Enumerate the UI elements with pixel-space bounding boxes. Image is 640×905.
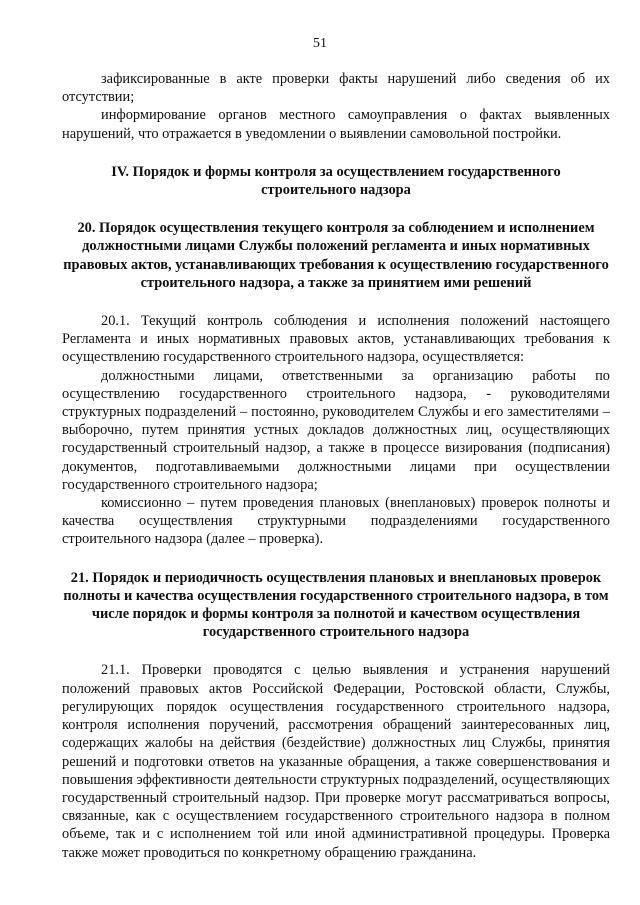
page-number: 51 [313,36,327,51]
paragraph: комиссионно – путем проведения плановых (внеплановых) проверок полноты и качества осуществления структурными подразделениями государственного строительного надзора (далее – проверка). [62,495,610,548]
page-content [62,70,610,862]
paragraph: 20.1. Текущий контроль соблюдения и исполнения положений настоящего Регламента и иных нормативных правовых актов, устанавливающих требования к осуществлению государственного строительного надзора, осуществляется: [62,313,610,366]
paragraph: зафиксированные в акте проверки факты нарушений либо сведения об их отсутствии; [62,71,610,106]
paragraph: 21.1. Проверки проводятся с целью выявления и устранения нарушений положений правовых актов Российской Федерации, Ростовской области, Службы, регулирующих порядок осуществления государственного строительного надзора, контроля исполнения поручений, рассмотрения обращений заинтересованных лиц, содержащих жалобы на действия (бездействие) должностных лиц Службы, принятия решений и подготовки ответов на указанные обращения, а также совершенствования и повышения эффективности деятельности структурных подразделений, осуществляющих государственный строительный надзор. При проверке могут рассматриваться вопросы, связанные, как с осуществлением государственного строительного надзора в полном объеме, так и с исполнением той или иной административной процедуры. Проверка также может проводиться по конкретному обращению гражданина. [62,662,610,861]
paragraph: должностными лицами, ответственными за организацию работы по осуществлению государственного строительного надзора, - руководителями структурных подразделений – постоянно, руководителем Службы и его заместителями – выборочно, путем принятия устных докладов должностных лиц, осуществляющих государственный строительный надзор, а также в процессе визирования (подписания) документов, подготавливаемыми должностными лицами при осуществлении государственного строительного надзора; [62,367,610,493]
paragraph: информирование органов местного самоуправления о фактах выявленных нарушений, что отражается в уведомлении о выявлении самовольной постройки. [62,107,610,142]
subsection-20-heading: 20. Порядок осуществления текущего контроля за соблюдением и исполнением должностными лицами Службы положений регламента и иных нормативных правовых актов, устанавливающих требования к осуществлению государственного строительного надзора, а также за принятием ими решений [63,220,609,291]
subsection-21-heading: 21. Порядок и периодичность осуществления плановых и внеплановых проверок полноты и качества осуществления государственного строительного надзора, в том числе порядок и формы контроля за полнотой и качеством осуществления государственного строительного надзора [63,569,609,641]
section-heading: IV. Порядок и формы контроля за осуществлением государственного строительного надзора [111,163,561,199]
